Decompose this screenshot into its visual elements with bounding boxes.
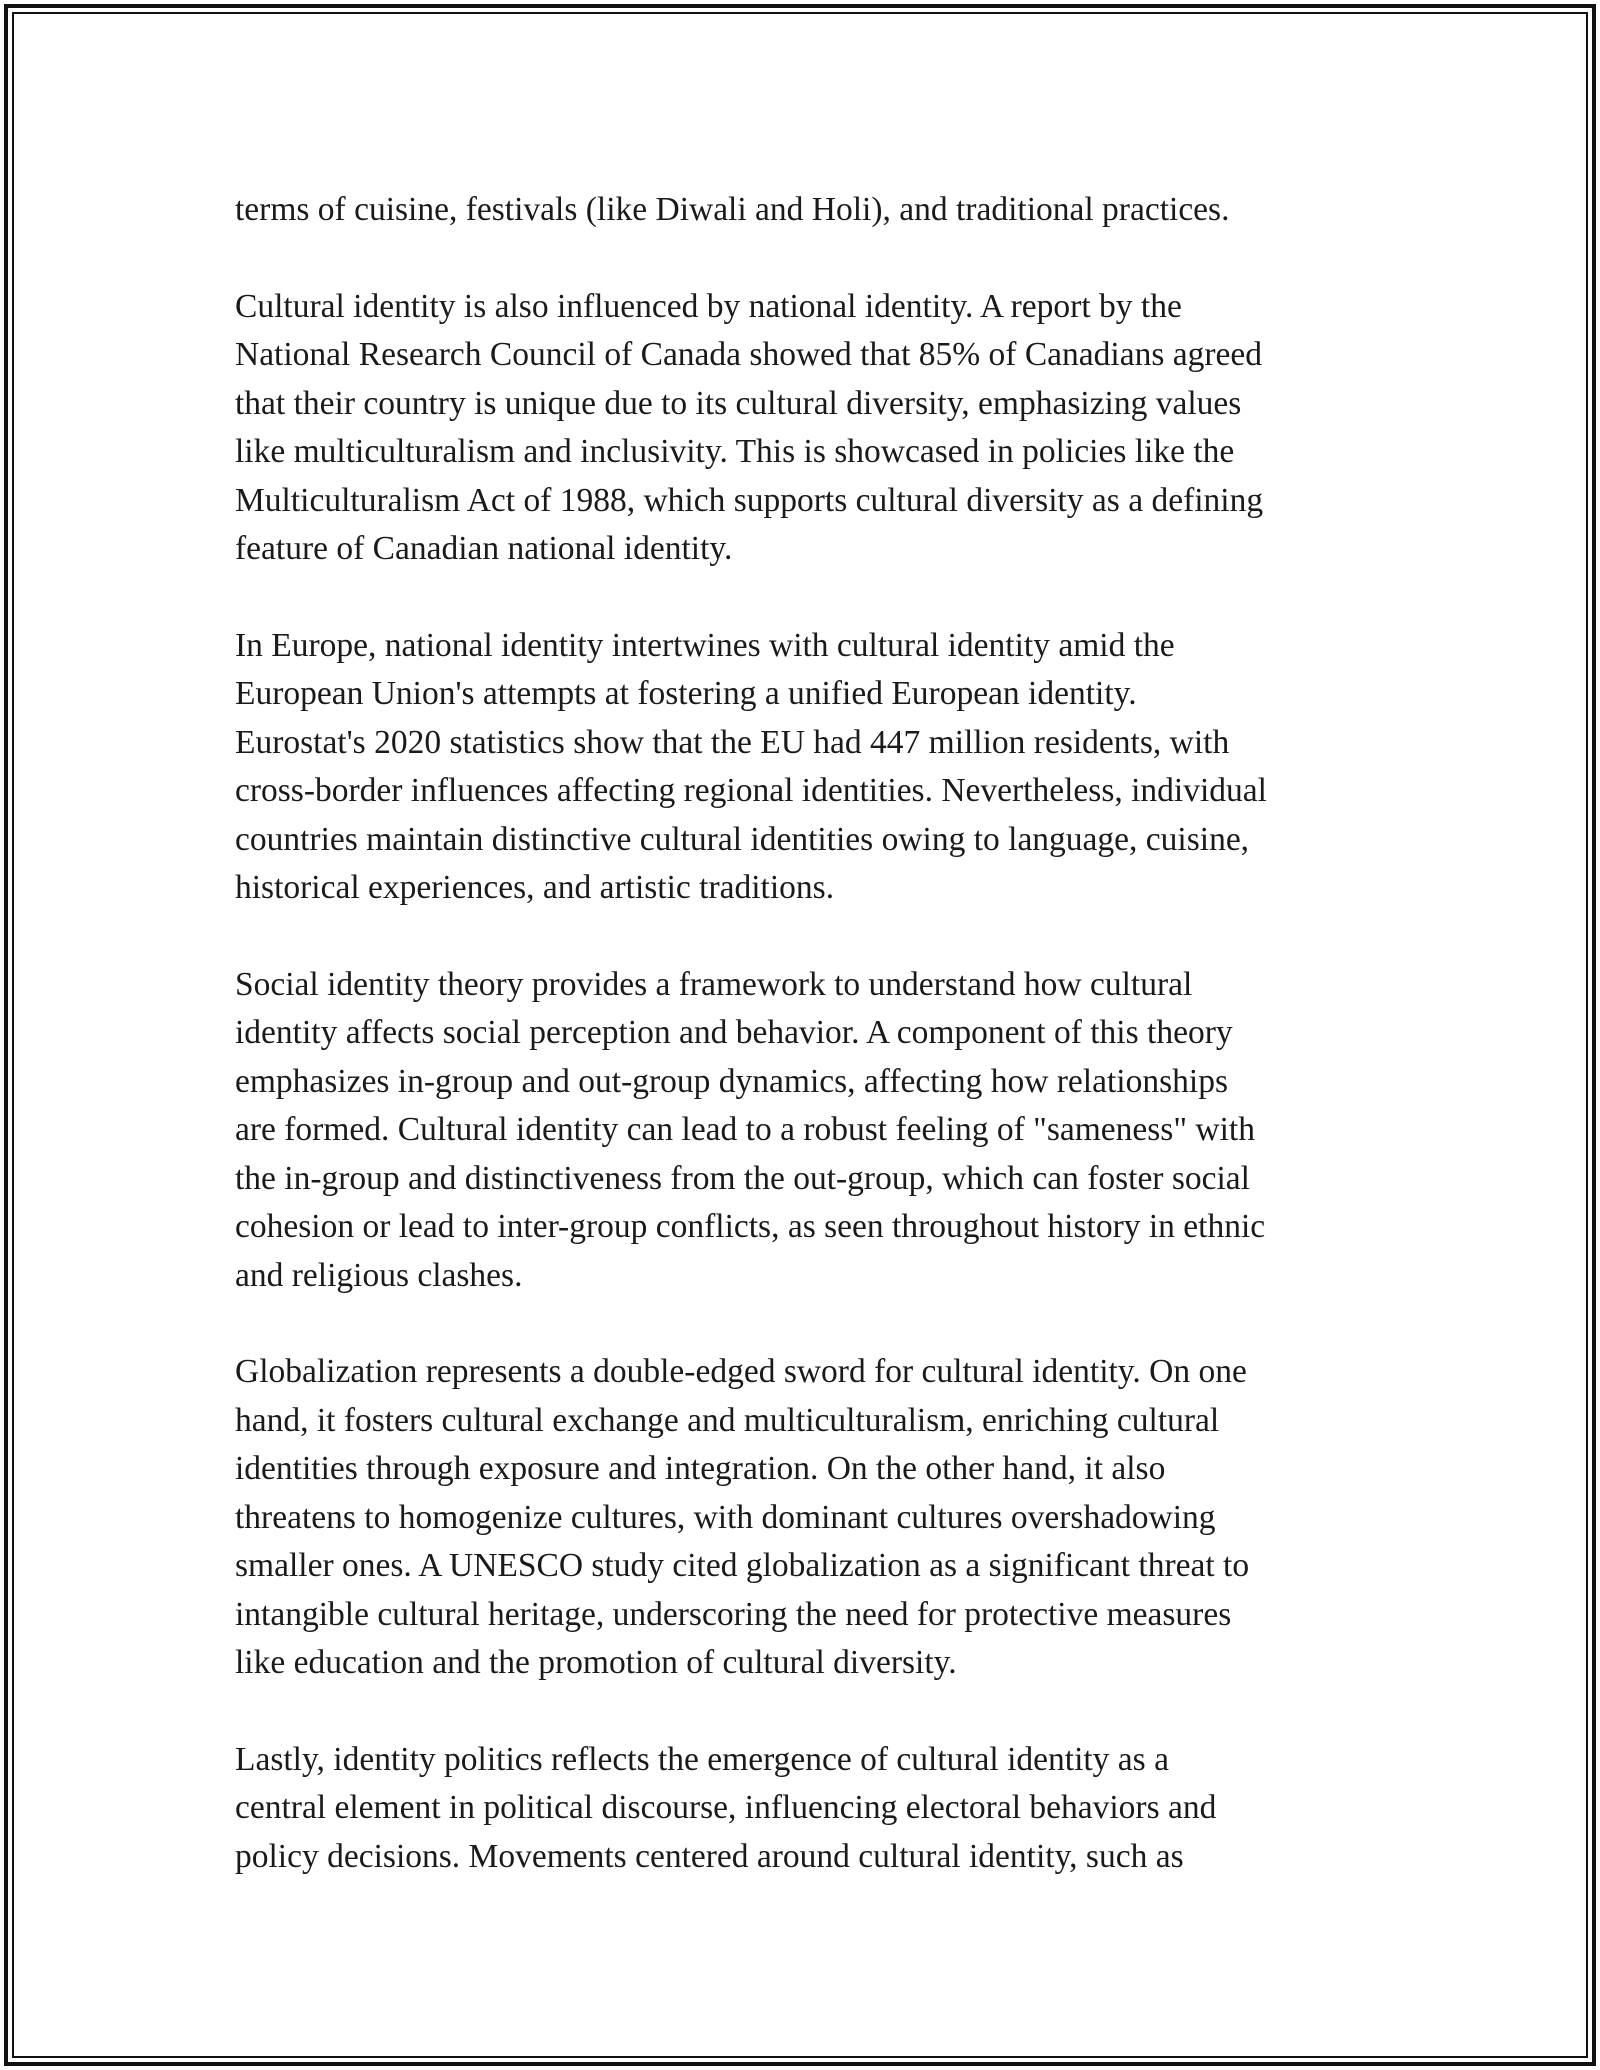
paragraph-cuisine-continuation: terms of cuisine, festivals (like Diwali and Holi), and traditional practices.: [235, 191, 1230, 228]
paragraph-national-identity-canada: Cultural identity is also influenced by national identity. A report by the National Research Council of Canada showed that 85% of Canadians agreed that their country is unique due to its cultural diversity, emphasizing values like multiculturalism and inclusivity. This is showcased in policies like the Multiculturalism Act of 1988, which supports cultural diversity as a defining feature of Canadian national identity.: [235, 287, 1264, 567]
paragraph-social-identity-theory: Social identity theory provides a framework to understand how cultural identity affects social perception and behavior. A component of this theory emphasizes in-group and out-group dynamics, affecting how relationships are formed. Cultural identity can lead to a robust feeling of "sameness" with the in-group and distinctiveness from the out-group, which can foster social cohesion or lead to inter-group conflicts, as seen throughout history in ethnic and religious clashes.: [235, 965, 1266, 1294]
paragraph-europe-identity: In Europe, national identity intertwines with cultural identity amid the European Union's attempts at fostering a unified European identity. Eurostat's 2020 statistics show that the EU had 447 million residents, with cross-border influences affecting regional identities. Nevertheless, individual countries maintain distinctive cultural identities owing to language, cuisine, historical experiences, and artistic traditions.: [235, 626, 1267, 906]
document-body: [235, 186, 1395, 1929]
paragraph-globalization: Globalization represents a double-edged sword for cultural identity. On one hand, it fosters cultural exchange and multiculturalism, enriching cultural identities through exposure and integration. On the other hand, it also threatens to homogenize cultures, with dominant cultures overshadowing smaller ones. A UNESCO study cited globalization as a significant threat to intangible cultural heritage, underscoring the need for protective measures like education and the promotion of cultural diversity.: [235, 1353, 1250, 1681]
paragraph-identity-politics: Lastly, identity politics reflects the emergence of cultural identity as a central element in political discourse, influencing electoral behaviors and policy decisions. Movements centered around cultural identity, such as: [235, 1740, 1217, 1875]
